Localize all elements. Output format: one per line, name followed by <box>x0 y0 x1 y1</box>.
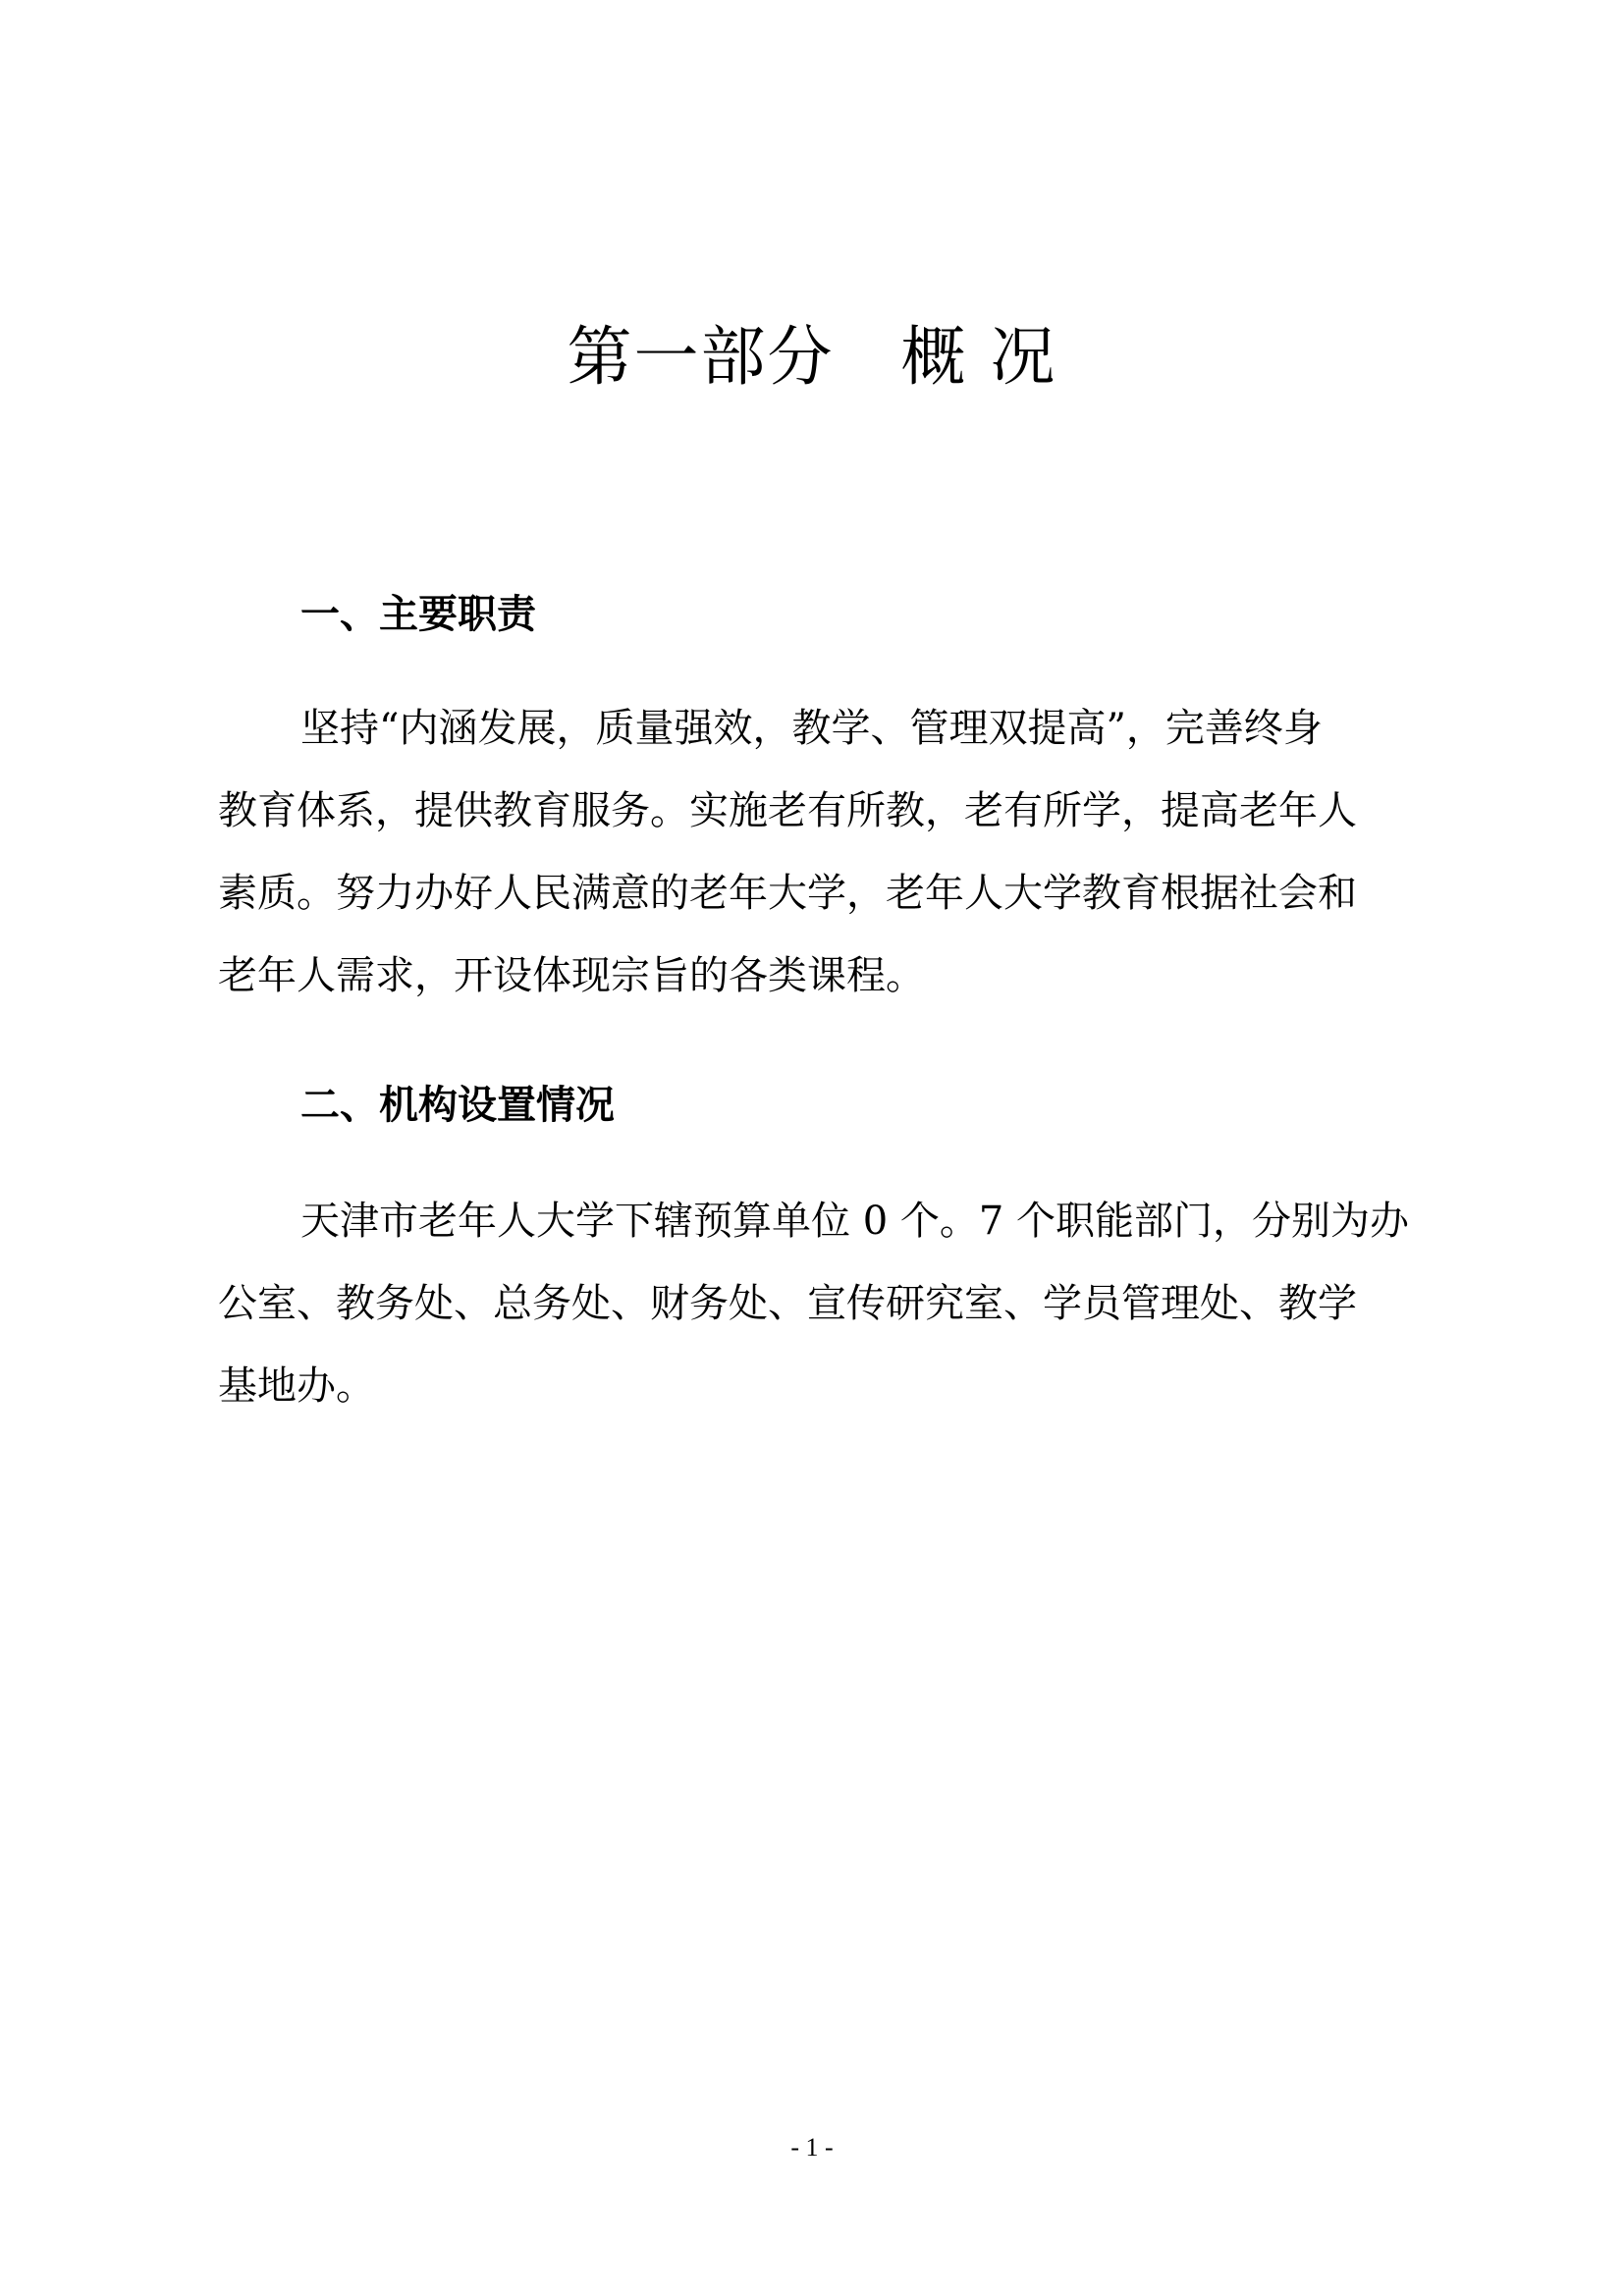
paragraph-line: 老年人需求，开设体现宗旨的各类课程。 <box>218 953 925 998</box>
paragraph-line: 坚持“内涵发展，质量强效，教学、管理双提高”，完善终身 <box>300 706 1323 751</box>
paragraph-main-duties <box>218 687 1416 1017</box>
page-number: - 1 - <box>790 2133 834 2162</box>
paragraph-line: 基地办。 <box>218 1363 375 1409</box>
section-heading-main-duties: 一、主要职责 <box>300 592 536 637</box>
paragraph-line: 天津市老年人大学下辖预算单位 0 个。7 个职能部门，分别为办 <box>300 1199 1410 1244</box>
paragraph-organization <box>218 1180 1416 1427</box>
paragraph-line: 素质。努力办好人民满意的老年大学，老年人大学教育根据社会和 <box>218 871 1357 916</box>
paragraph-line: 教育体系，提供教育服务。实施老有所教，老有所学，提高老年人 <box>218 788 1357 833</box>
section-heading-organization: 二、机构设置情况 <box>300 1083 615 1128</box>
paragraph-line: 公室、教务处、总务处、财务处、宣传研究室、学员管理处、教学 <box>218 1281 1357 1326</box>
page-title: 第一部分 概 况 <box>567 319 1057 395</box>
